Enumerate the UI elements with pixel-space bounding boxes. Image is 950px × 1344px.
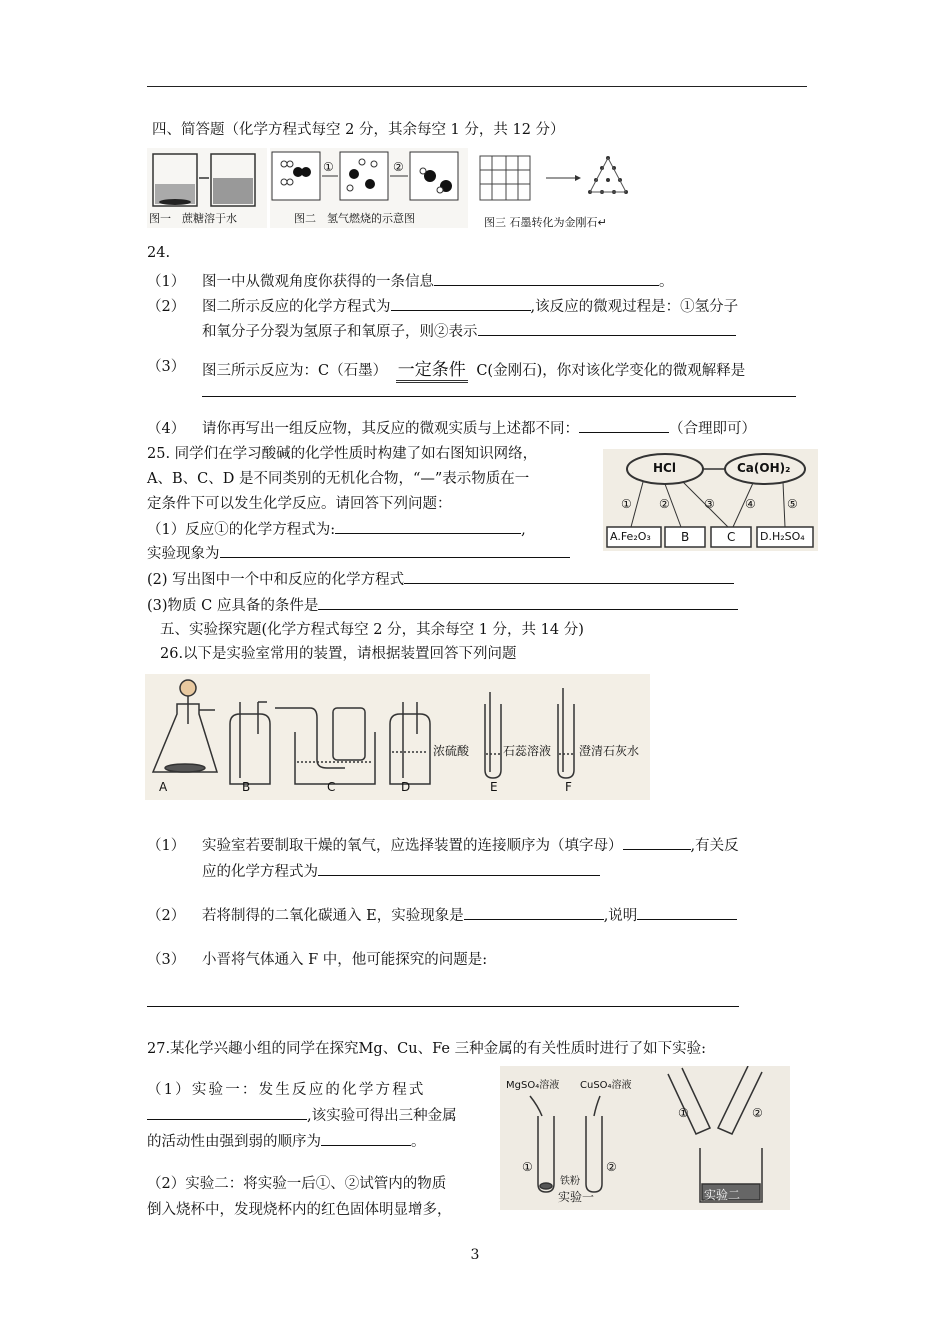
q24-p1-answer-blank[interactable] <box>434 271 659 286</box>
q24-p3-text-b: C(金刚石)，你对该化学变化的微观解释是 <box>476 363 746 379</box>
q26-p1-equation-blank[interactable] <box>318 861 600 876</box>
q24-p2-line2-text: 和氧分子分裂为氢原子和氧原子，则②表示 <box>202 324 478 340</box>
apparatus-drawing <box>145 674 650 800</box>
q24-p4 <box>202 417 756 438</box>
iron-powder-label: 铁粉 <box>560 1176 580 1187</box>
q27-order-blank[interactable] <box>321 1131 411 1146</box>
q27-p1b-text: ,该实验可得出三种金属 <box>307 1108 457 1124</box>
apparatus-c-label: C <box>327 780 336 794</box>
q25-p3-text: (3)物质 C 应具备的条件是 <box>147 598 319 614</box>
pour-2-marker: ② <box>752 1106 763 1120</box>
node-d: D.H₂SO₄ <box>760 530 805 543</box>
q26-p1-end: ,有关反 <box>690 838 739 854</box>
apparatus-b-label: B <box>242 780 251 794</box>
reaction-condition: 一定条件 <box>396 355 468 383</box>
q25-p2-text: (2) 写出图中一个中和反应的化学方程式 <box>147 572 405 588</box>
q26-p3-index: （3） <box>147 952 186 968</box>
reaction-2-marker: ② <box>659 497 670 511</box>
section-5-title: 五、实验探究题(化学方程式每空 2 分，其余每空 1 分，共 14 分) <box>160 622 584 638</box>
tube-2-marker: ② <box>606 1160 617 1174</box>
q25-p3 <box>147 594 738 615</box>
q24-p4-index: （4） <box>147 421 186 437</box>
q24-p3 <box>202 355 745 383</box>
q27-p1c <box>147 1130 426 1151</box>
metal-experiment-figure <box>500 1066 790 1210</box>
q24-p4-text: 请你再写出一组反应物，其反应的微观实质与上述都不同： <box>202 421 579 437</box>
figure-3 <box>478 150 638 232</box>
q25-p2-blank[interactable] <box>404 569 734 584</box>
tube-1-marker: ① <box>522 1160 533 1174</box>
q24-p2-line2 <box>202 320 736 341</box>
page-number: 3 <box>470 1247 480 1263</box>
q24-p1-end: 。 <box>659 274 674 290</box>
q24-p2-equation-blank[interactable] <box>391 296 531 311</box>
apparatus-d-label: D <box>401 780 411 794</box>
q25-phenomenon-blank[interactable] <box>220 543 570 558</box>
q26-p3-answer-line[interactable] <box>147 1006 739 1007</box>
q24-number: 24. <box>147 245 171 261</box>
hydrogen-combustion-diagram <box>270 148 468 208</box>
hcl-node: HCl <box>653 461 676 475</box>
q24-p3-answer-line[interactable] <box>202 396 796 397</box>
q24-p4-end: （合理即可） <box>669 421 756 437</box>
figure-2 <box>270 148 468 228</box>
q26-p2-text: 若将制得的二氧化碳通入 E，实验现象是 <box>202 908 464 924</box>
q26-p2-explain-blank[interactable] <box>637 905 737 920</box>
q26-intro: 26.以下是实验室常用的装置，请根据装置回答下列问题 <box>160 646 517 662</box>
node-a: A.Fe₂O₃ <box>610 530 651 543</box>
q24-p1 <box>202 270 674 291</box>
q24-p2-index: （2） <box>147 299 186 315</box>
q25-p1-text: （1）反应①的化学方程式为: <box>147 522 336 538</box>
q26-p3-text: 小晋将气体通入 F 中，他可能探究的问题是: <box>202 952 488 968</box>
lab-apparatus-figure <box>145 674 650 800</box>
q27-p2b: 倒入烧杯中，发现烧杯内的红色固体明显增多， <box>147 1202 452 1218</box>
apparatus-e-label: E <box>490 780 498 794</box>
q27-p1c-end: 。 <box>411 1134 426 1150</box>
step-2-marker: ② <box>393 160 404 174</box>
figure-3-caption: 图三 石墨转化为金刚石↵ <box>484 216 607 229</box>
q26-p1-order-blank[interactable] <box>623 835 691 850</box>
apparatus-a-label: A <box>159 780 168 794</box>
q25-p1b-text: 实验现象为 <box>147 546 220 562</box>
figure-2-caption: 图二 氢气燃烧的示意图 <box>294 212 415 225</box>
q26-p2 <box>202 904 737 925</box>
graphite-diamond-diagram <box>478 150 638 210</box>
q25-line1: 25. 同学们在学习酸碱的化学性质时构建了如右图知识网络， <box>147 446 538 462</box>
reaction-5-marker: ⑤ <box>787 497 798 511</box>
q25-p3-blank[interactable] <box>318 595 738 610</box>
node-b: B <box>681 530 690 544</box>
experiment-2-caption: 实验二 <box>704 1188 741 1202</box>
q26-p2-phenomenon-blank[interactable] <box>464 905 604 920</box>
q25-p1 <box>147 518 526 539</box>
apparatus-f-label: F <box>565 780 572 794</box>
q26-p1-line2-text: 应的化学方程式为 <box>202 864 318 880</box>
node-c: C <box>727 530 736 544</box>
q24-p3-index: （3） <box>147 359 186 375</box>
caoh2-node: Ca(OH)₂ <box>737 461 791 475</box>
q26-p1-line2 <box>202 860 600 881</box>
mgso4-label: MgSO₄溶液 <box>506 1080 560 1091</box>
header-rule <box>147 86 807 87</box>
q24-p4-blank[interactable] <box>579 418 669 433</box>
step-1-marker: ① <box>323 160 334 174</box>
section-4-title: 四、简答题（化学方程式每空 2 分，其余每空 1 分，共 12 分） <box>152 122 565 138</box>
limewater-label: 澄清石灰水 <box>579 744 640 758</box>
q24-p2 <box>202 295 738 316</box>
q27-p1c-text: 的活动性由强到弱的顺序为 <box>147 1134 321 1150</box>
q27-equation-blank[interactable] <box>147 1105 307 1120</box>
figure-1 <box>147 148 267 228</box>
knowledge-network-diagram <box>603 449 818 551</box>
q24-p1-index: （1） <box>147 274 186 290</box>
q24-p3-text-a: 图三所示反应为：C（石墨） <box>202 363 388 379</box>
q24-p2-mid: ,该反应的微观过程是：①氢分子 <box>530 299 739 315</box>
q26-p1-text: 实验室若要制取干燥的氧气，应选择装置的连接顺序为（填字母） <box>202 838 623 854</box>
q27-p1b <box>147 1104 457 1125</box>
q25-p2 <box>147 568 734 589</box>
q25-p1-end: , <box>521 522 526 538</box>
q24-p2-step2-blank[interactable] <box>478 321 736 336</box>
q25-line3: 定条件下可以发生化学反应。请回答下列问题： <box>147 496 452 512</box>
q27-p1a: （1）实验一：发生反应的化学方程式 <box>147 1082 426 1098</box>
q26-p2-index: （2） <box>147 908 186 924</box>
figure-1-caption: 图一 蔗糖溶于水 <box>149 212 237 225</box>
q25-p1-blank[interactable] <box>335 519 521 534</box>
q26-p2-mid: ,说明 <box>603 908 638 924</box>
experiment-1-caption: 实验一 <box>558 1190 595 1204</box>
q27-intro: 27.某化学兴趣小组的同学在探究Mg、Cu、Fe 三种金属的有关性质时进行了如下实验: <box>147 1041 706 1057</box>
q25-p1b <box>147 542 570 563</box>
reaction-4-marker: ④ <box>745 497 756 511</box>
q24-p1-text: 图一中从微观角度你获得的一条信息 <box>202 274 434 290</box>
litmus-solution-label: 石蕊溶液 <box>503 744 552 758</box>
reaction-1-marker: ① <box>621 497 632 511</box>
conc-sulfuric-acid-label: 浓硫酸 <box>433 744 470 758</box>
q26-p1 <box>202 834 739 855</box>
pour-1-marker: ① <box>678 1106 689 1120</box>
reaction-3-marker: ③ <box>704 497 715 511</box>
q25-line2: A、B、C、D 是不同类别的无机化合物，“—”表示物质在一 <box>147 471 530 487</box>
q24-p2-text: 图二所示反应的化学方程式为 <box>202 299 391 315</box>
cuso4-label: CuSO₄溶液 <box>580 1080 632 1091</box>
q26-p1-index: （1） <box>147 838 186 854</box>
q27-p2a: （2）实验二：将实验一后①、②试管内的物质 <box>147 1176 447 1192</box>
